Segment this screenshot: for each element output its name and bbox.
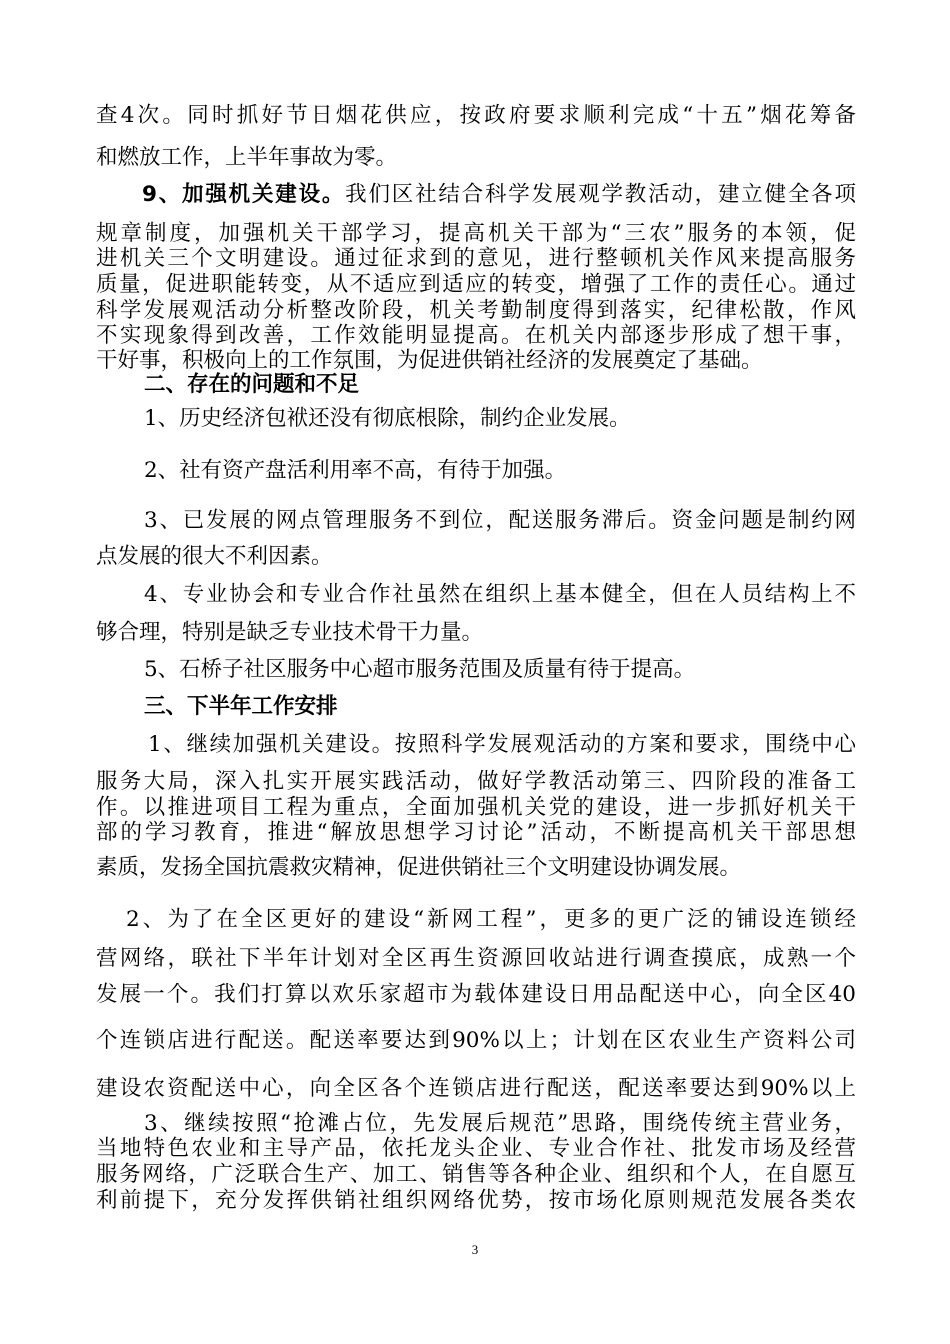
body-line: 规章制度，加强机关干部学习，提高机关干部为“三农”服务的本领，促	[96, 221, 856, 246]
body-line: 当地特色农业和主导产品，依托龙头企业、专业合作社、批发市场及经营	[96, 1136, 856, 1161]
list-item: 4、专业协会和专业合作社虽然在组织上基本健全，但在人员结构上不	[144, 582, 856, 607]
body-line: 发展一个。我们打算以欢乐家超市为载体建设日用品配送中心，向全区40	[96, 982, 856, 1007]
body-line: 质量，促进职能转变，从不适应到适应的转变，增强了工作的责任心。通过	[96, 272, 856, 297]
body-line: 不实现象得到改善，工作效能明显提高。在机关内部逐步形成了想干事，	[96, 323, 856, 348]
page-number: 3	[471, 1242, 479, 1257]
body-line: 服务大局，深入扎实开展实践活动，做好学教活动第三、四阶段的准备工	[96, 769, 856, 794]
list-item: 3、继续按照“抢滩占位，先发展后规范”思路，围绕传统主营业务，	[144, 1111, 856, 1136]
body-line: 部的学习教育，推进“解放思想学习讨论”活动，不断提高机关干部思想	[96, 820, 856, 845]
body-line: 作。以推进项目工程为重点，全面加强机关党的建设，进一步抓好机关干	[96, 795, 856, 820]
body-line: 查4次。同时抓好节日烟花供应，按政府要求顺利完成“十五”烟花筹备	[96, 103, 856, 128]
section-heading-plan: 三、下半年工作安排	[144, 694, 338, 719]
body-line: 建设农资配送中心，向全区各个连锁店进行配送，配送率要达到90%以上	[96, 1076, 856, 1101]
paragraph-9-text: 我们区社结合科学发展观学教活动，建立健全各项	[345, 182, 856, 207]
body-line: 进机关三个文明建设。通过征求到的意见，进行整顿机关作风来提高服务	[96, 246, 856, 271]
paragraph-9-heading: 9、加强机关建设。	[142, 182, 346, 207]
body-line: 科学发展观活动分析整改阶段，机关考勤制度得到落实，纪律松散，作风	[96, 298, 856, 323]
body-line: 素质，发扬全国抗震救灾精神，促进供销社三个文明建设协调发展。	[96, 855, 742, 880]
body-line: 营网络，联社下半年计划对全区再生资源回收站进行调查摸底，成熟一个	[96, 946, 856, 971]
list-item: 2、社有资产盘活利用率不高，有待于加强。	[144, 458, 567, 483]
body-line: 和燃放工作，上半年事故为零。	[96, 145, 398, 170]
list-item: 1、历史经济包袱还没有彻底根除，制约企业发展。	[144, 406, 631, 431]
section-heading-problems: 二、存在的问题和不足	[144, 372, 360, 397]
body-line: 服务网络，广泛联合生产、加工、销售等各种企业、组织和个人，在自愿互	[96, 1162, 856, 1187]
body-line: 利前提下，充分发挥供销社组织网络优势，按市场化原则规范发展各类农	[96, 1188, 856, 1213]
list-item: 1、继续加强机关建设。按照科学发展观活动的方案和要求，围绕中心	[148, 732, 856, 757]
body-line: 点发展的很大不利因素。	[96, 544, 333, 569]
list-item: 5、石桥子社区服务中心超市服务范围及质量有待于提高。	[144, 657, 696, 682]
body-line: 够合理，特别是缺乏专业技术骨干力量。	[96, 620, 484, 645]
list-item: 2、为了在全区更好的建设“新网工程”，更多的更广泛的铺设连锁经	[126, 907, 856, 932]
body-line: 个连锁店进行配送。配送率要达到90%以上；计划在区农业生产资料公司	[96, 1028, 856, 1053]
list-item: 3、已发展的网点管理服务不到位，配送服务滞后。资金问题是制约网	[144, 508, 856, 533]
body-line: 干好事，积极向上的工作氛围，为促进供销社经济的发展奠定了基础。	[96, 348, 763, 373]
paragraph-9-first-line	[142, 180, 856, 210]
